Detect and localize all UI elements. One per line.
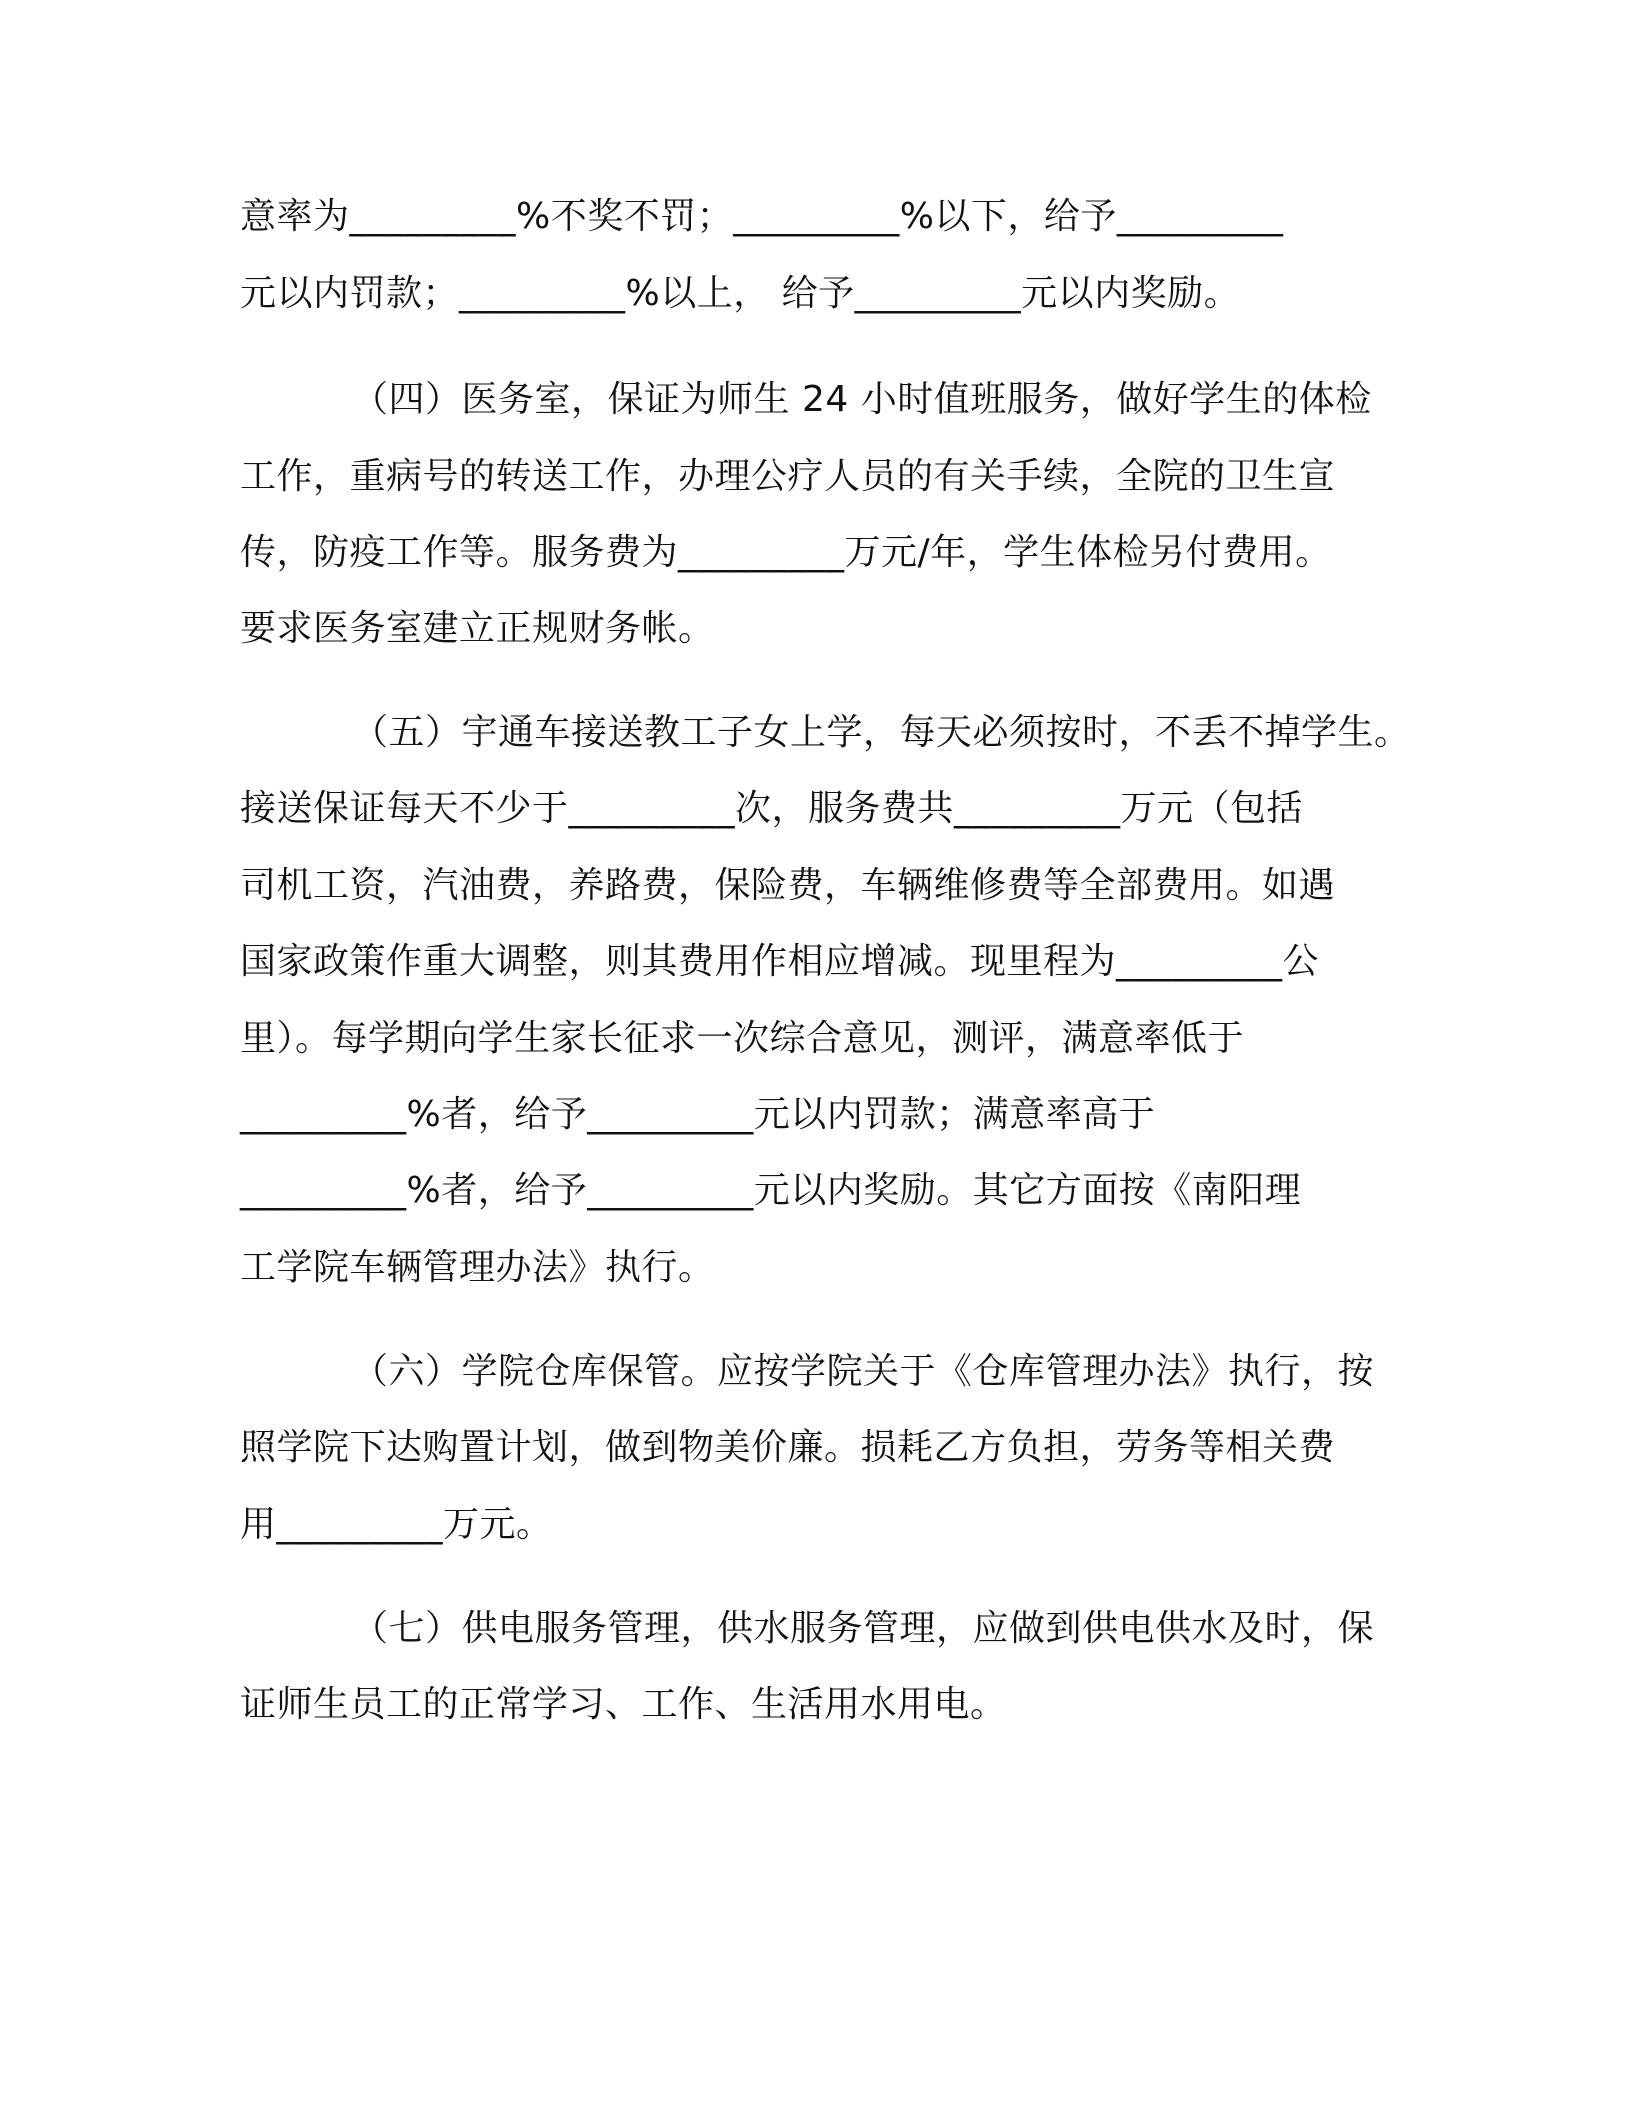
text-line: _________%者，给予_________元以内罚款；满意率高于 bbox=[240, 1094, 1156, 1135]
text-line: 证师生员工的正常学习、工作、生活用水用电。 bbox=[240, 1684, 1007, 1725]
text-line: 要求医务室建立正规财务帐。 bbox=[240, 608, 715, 649]
text-line: 工学院车辆管理办法》执行。 bbox=[240, 1247, 715, 1288]
text-line: _________%者，给予_________元以内奖励。其它方面按《南阳理 bbox=[240, 1170, 1302, 1211]
text-line: 工作，重病号的转送工作，办理公疗人员的有关手续，全院的卫生宣 bbox=[240, 456, 1336, 497]
paragraph-7-first-line: （七）供电服务管理，供水服务管理，应做到供电供水及时，保 bbox=[352, 1608, 1375, 1649]
paragraph-5-first-line: （五）宇通车接送教工子女上学，每天必须按时，不丢不掉学生。 bbox=[352, 712, 1411, 753]
text-line: 用_________万元。 bbox=[240, 1504, 553, 1545]
text-line: 国家政策作重大调整，则其费用作相应增减。现里程为_________公 bbox=[240, 941, 1320, 982]
paragraph-4-first-line: （四）医务室，保证为师生 24 小时值班服务，做好学生的体检 bbox=[352, 379, 1372, 420]
text-line: 司机工资，汽油费，养路费，保险费，车辆维修费等全部费用。如遇 bbox=[240, 865, 1336, 906]
text-line: 意率为_________%不奖不罚；_________%以下，给予_________ bbox=[240, 196, 1284, 237]
text-line: 里）。每学期向学生家长征求一次综合意见，测评，满意率低于 bbox=[240, 1018, 1245, 1059]
text-line: 照学院下达购置计划，做到物美价廉。损耗乙方负担，劳务等相关费 bbox=[240, 1427, 1336, 1468]
text-line: 元以内罚款；_________%以上， 给予_________元以内奖励。 bbox=[240, 273, 1241, 314]
paragraph-6-first-line: （六）学院仓库保管。应按学院关于《仓库管理办法》执行，按 bbox=[352, 1351, 1375, 1392]
text-line: 接送保证每天不少于_________次，服务费共_________万元（包括 bbox=[240, 788, 1304, 829]
text-line: 传，防疫工作等。服务费为_________万元/年，学生体检另付费用。 bbox=[240, 532, 1332, 573]
